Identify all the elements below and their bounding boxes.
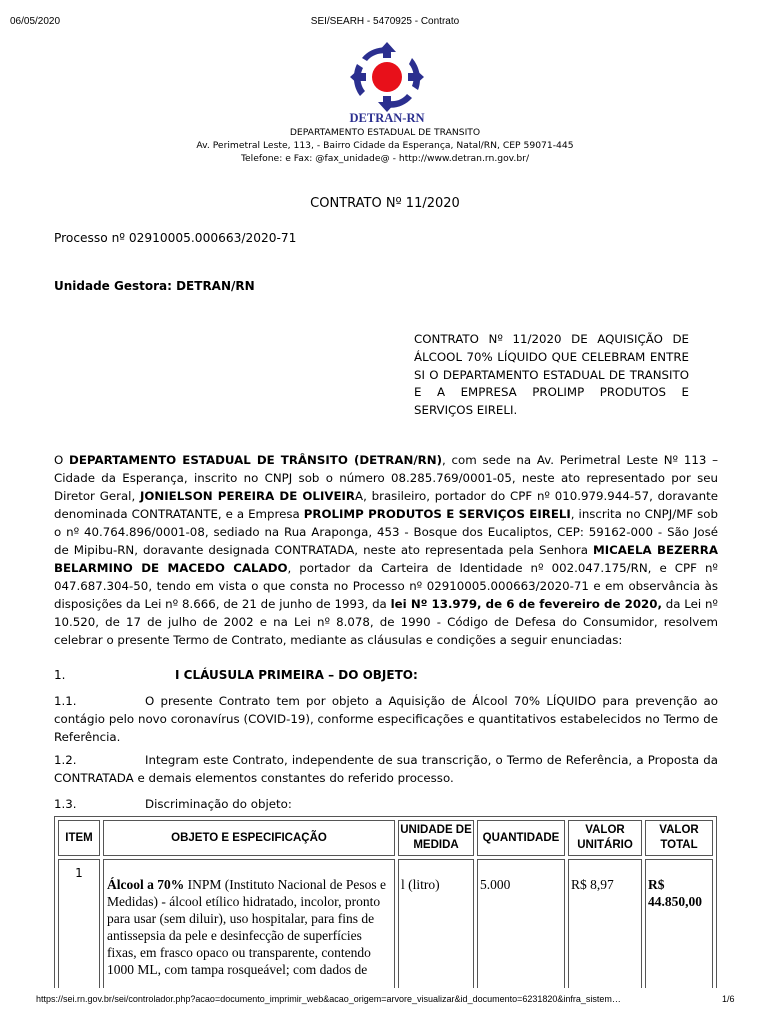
clause1-number: 1. <box>54 668 66 682</box>
print-footer-url: https://sei.rn.gov.br/sei/controlador.php?acao=documento_imprimir_web&acao_origem=arvore_visualizar&id_documento=6231820&infra_sistem… <box>36 994 621 1004</box>
logo-text: DETRAN-RN <box>349 111 425 124</box>
item-1-2: 1.2. Integram este Contrato, independente de sua transcrição, o Termo de Referência, a Proposta da CONTRATADA e demais elementos constantes do referido processo. <box>54 753 718 785</box>
org-address: Av. Perimetral Leste, 113, - Bairro Cidade da Esperança, Natal/RN, CEP 59071-445 <box>196 140 574 151</box>
law-reference: lei Nº 13.979, de 6 de fevereiro de 2020, <box>390 597 662 611</box>
th-spec: OBJETO E ESPECIFICAÇÃO <box>103 820 395 856</box>
clause1-title: I CLÁUSULA PRIMEIRA – DO OBJETO: <box>175 668 418 682</box>
contract-ementa: CONTRATO Nº 11/2020 DE AQUISIÇÃO DE ÁLCOOL 70% LÍQUIDO QUE CELEBRAM ENTRE SI O DEPARTAMENTO ESTADUAL DE TRANSITO E A EMPRESA PROLIMP PRODUTOS E SERVIÇOS EIRELI. <box>414 332 689 418</box>
th-total: VALOR TOTAL <box>645 820 713 856</box>
management-unit: Unidade Gestora: DETRAN/RN <box>54 279 255 293</box>
cell-unit: l (litro) <box>398 859 474 1017</box>
contractor-name: DEPARTAMENTO ESTADUAL DE TRÂNSITO (DETRAN/RN) <box>69 453 443 467</box>
preamble-paragraph: O DEPARTAMENTO ESTADUAL DE TRÂNSITO (DETRAN/RN), com sede na Av. Perimetral Leste Nº 113 – Cidade da Esperança, inscrito no CNPJ sob o número 08.285.769/0001-05, neste ato representado por seu Diretor Geral, JONIELSON PEREIRA DE OLIVEIRA, brasileiro, portador do CPF nº 010.979.944-57, doravante denominada CONTRATANTE, e a Empresa PROLIMP PRODUTOS E SERVIÇOS EIRELI, inscrita no CNPJ/MF sob o nº 40.764.896/0001-08, sediado na Rua Araponga, 453 - Bosque dos Eucaliptos, CEP: 59162-000 - São José de Mipibu-RN, doravante designada CONTRATADA, neste ato representada pela Senhora MICAELA BEZERRA BELARMINO DE MACEDO CALADO, portador da Carteira de Identidade nº 002.047.175/RN, e CPF nº 047.687.304-50, tendo em vista o que consta no Processo nº 02910005.000663/2020-71 e em observância às disposições da Lei nº 8.666, de 21 de junho de 1993, da lei Nº 13.979, de 6 de fevereiro de 2020, da Lei nº 10.520, de 17 de julho de 2002 e na Lei nº 8.078, de 1990 - Código de Defesa do Consumidor, resolvem celebrar o presente Termo de Contrato, mediante as cláusulas e condições a seguir enunciadas: <box>54 453 719 647</box>
cell-item: 1 <box>58 859 100 1017</box>
company-name: PROLIMP PRODUTOS E SERVIÇOS EIRELI <box>303 507 571 521</box>
item-1-3: 1.3. Discriminação do objeto: <box>54 797 292 811</box>
th-qty: QUANTIDADE <box>477 820 565 856</box>
org-contact: Telefone: e Fax: @fax_unidade@ - http://www.detran.rn.gov.br/ <box>240 153 530 164</box>
representative-name: MICAELA BEZERRA BELARMINO DE MACEDO CALADO <box>54 543 718 575</box>
detran-rn-logo <box>344 40 430 124</box>
process-number: Processo nº 02910005.000663/2020-71 <box>54 231 297 245</box>
org-name: DEPARTAMENTO ESTADUAL DE TRANSITO <box>289 127 481 138</box>
item-1-1: 1.1. O presente Contrato tem por objeto a Aquisição de Álcool 70% LÍQUIDO para prevenção ao contágio pelo novo coronavírus (COVID-19), conforme especificações e quantitativos estabelecidos no Termo de Referência. <box>54 694 718 744</box>
page-number: 1/6 <box>722 994 735 1004</box>
cell-total: R$ 44.850,00 <box>645 859 713 1017</box>
cell-qty: 5.000 <box>477 859 565 1017</box>
th-unit-price: VALOR UNITÁRIO <box>568 820 642 856</box>
print-title: SEI/SEARH - 5470925 - Contrato <box>310 16 460 27</box>
cell-unit-price: R$ 8,97 <box>568 859 642 1017</box>
th-unit: UNIDADE DE MEDIDA <box>398 820 474 856</box>
director-name: JONIELSON PEREIRA DE OLIVEIR <box>140 489 355 503</box>
table-header-row <box>58 820 713 856</box>
contract-title: CONTRATO Nº 11/2020 <box>310 196 460 211</box>
logo-red-circle <box>372 62 402 92</box>
cell-spec: Álcool a 70% INPM (Instituto Nacional de Pesos e Medidas) - álcool etílico hidratado, incolor, pronto para usar (sem diluir), uso hospitalar, para fins de antissepsia da pele e desinfecção de superfícies fixas, em frasco opaco ou transparente, contendo 1000 ML, com tampa rosqueável; com dados de <box>103 859 395 1017</box>
th-item: ITEM <box>58 820 100 856</box>
print-date: 06/05/2020 <box>10 16 61 27</box>
